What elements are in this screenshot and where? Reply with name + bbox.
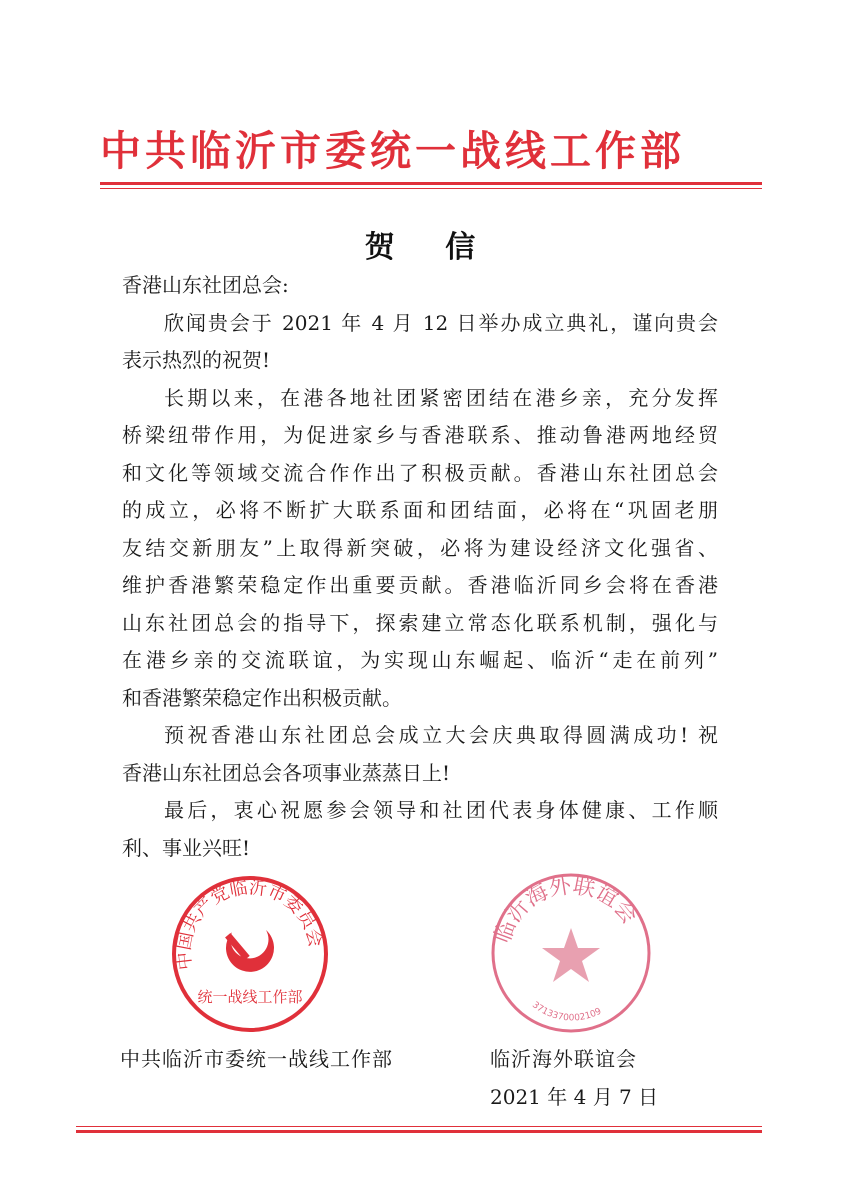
left-seal-arc-text: 中国共产党临沂市委员会 — [173, 877, 326, 971]
signature-right-org: 临沂海外联谊会 — [490, 1047, 637, 1071]
body-line: 香港山东社团总会各项事业蒸蒸日上! — [122, 760, 451, 785]
body-line: 友结交新朋友”上取得新突破，必将为建设经济文化强省、 — [122, 535, 718, 560]
body-line: 香港山东社团总会: — [122, 273, 289, 297]
right-seal — [490, 872, 652, 1034]
letterhead-org: 中共临沂市委统一战线工作部 — [100, 127, 685, 175]
body-line: 在港乡亲的交流联谊，为实现山东崛起、临沂“走在前列” — [122, 648, 718, 672]
hammer-sickle-icon — [225, 930, 274, 972]
body-line: 利、事业兴旺! — [122, 835, 251, 860]
body-line: 维护香港繁荣稳定作出重要贡献。香港临沂同乡会将在香港 — [122, 573, 718, 597]
body-line: 长期以来，在港各地社团紧密团结在港乡亲，充分发挥 — [164, 385, 718, 410]
header-rule-thin — [100, 188, 762, 189]
document-title: 贺 信 — [364, 230, 496, 265]
body-line: 和文化等领域交流合作作出了积极贡献。香港山东社团总会 — [122, 460, 718, 485]
svg-text:临沂海外联谊会 — [490, 873, 641, 946]
footer-rule-thick — [76, 1130, 762, 1133]
svg-text:3713370002109 — [530, 1000, 603, 1023]
header-rule-thick — [100, 182, 762, 185]
body-line: 的成立，必将不断扩大联系面和团结面，必将在“巩固老朋 — [122, 498, 718, 522]
body-line: 欣闻贵会于 2021 年 4 月 12 日举办成立典礼，谨向贵会 — [164, 310, 718, 335]
left-seal — [170, 874, 330, 1034]
star-icon — [542, 928, 600, 982]
right-seal-arc-text: 临沂海外联谊会 — [490, 873, 642, 947]
signature-left-org: 中共临沂市委统一战线工作部 — [120, 1047, 393, 1071]
right-seal-number: 3713370002109 — [530, 1000, 604, 1024]
body-line: 最后，衷心祝愿参会领导和社团代表身体健康、工作顺 — [164, 798, 718, 822]
svg-text:中国共产党临沂市委员会 — [173, 877, 325, 971]
body-line: 桥梁纽带作用，为促进家乡与香港联系、推动鲁港两地经贸 — [122, 423, 718, 447]
body-line: 预祝香港山东社团总会成立大会庆典取得圆满成功! 祝 — [164, 723, 718, 747]
body-line: 表示热烈的祝贺! — [122, 348, 271, 372]
left-seal-bottom-text: 统一战线工作部 — [197, 988, 303, 1006]
signature-date: 2021 年 4 月 7 日 — [490, 1085, 659, 1109]
body-line: 山东社团总会的指导下，探索建立常态化联系机制，强化与 — [122, 610, 718, 635]
footer-rule-thin — [76, 1126, 762, 1127]
body-line: 和香港繁荣稳定作出积极贡献。 — [122, 685, 402, 710]
